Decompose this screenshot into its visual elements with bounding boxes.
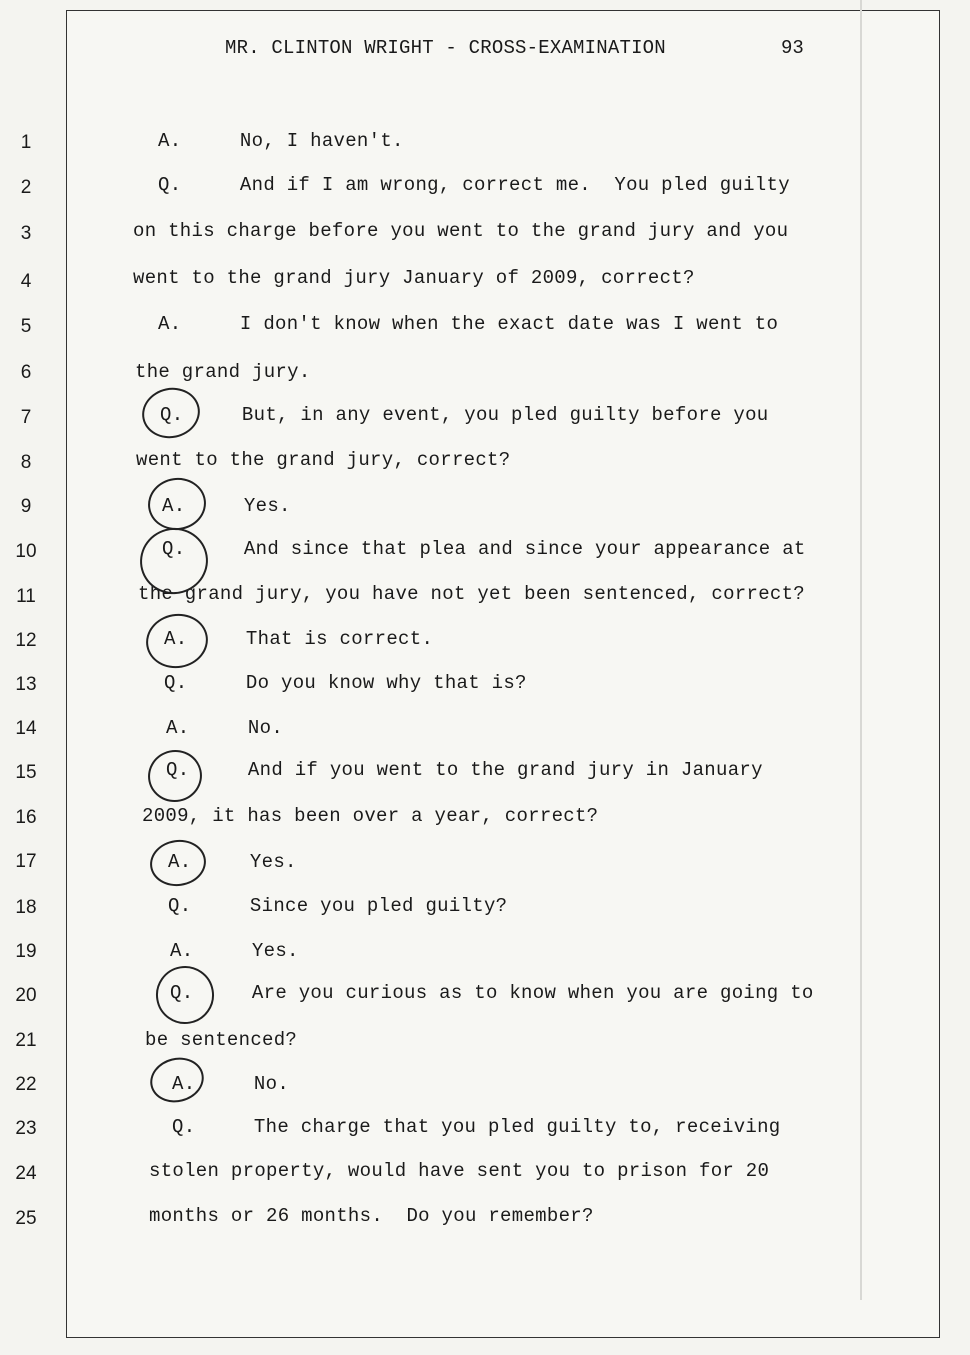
transcript-line: went to the grand jury, correct? [136,449,511,471]
line-number: 12 [15,630,37,651]
transcript-line: A. No, I haven't. [158,130,404,152]
transcript-line: Q. But, in any event, you pled guilty before you [160,404,769,426]
transcript-line: went to the grand jury January of 2009, correct? [133,267,695,289]
line-number: 11 [16,586,36,607]
transcript-line: be sentenced? [145,1029,298,1051]
transcript-line: months or 26 months. Do you remember? [149,1205,594,1227]
bleed-through-rule [860,0,862,1300]
line-number: 19 [15,941,37,962]
transcript-line: Q. The charge that you pled guilty to, receiving [172,1116,781,1138]
transcript-line: stolen property, would have sent you to prison for 20 [149,1160,770,1182]
transcript-line: A. That is correct. [164,628,434,650]
line-number: 2 [20,177,32,198]
transcript-line: Q. Do you know why that is? [164,672,527,694]
line-number: 4 [20,271,32,292]
line-number: 14 [15,718,37,739]
line-number: 16 [15,807,37,828]
line-number: 22 [15,1074,37,1095]
transcript-line: A. Yes. [162,495,291,517]
transcript-line: 2009, it has been over a year, correct? [142,805,599,827]
transcript-line: the grand jury. [135,361,311,383]
line-number: 7 [20,407,32,428]
page-number: 93 [781,37,804,59]
line-number: 1 [20,132,32,153]
line-number: 17 [15,851,37,872]
line-number: 24 [15,1163,37,1184]
transcript-line: A. No. [172,1073,290,1095]
transcript-line: Q. And if you went to the grand jury in January [166,759,763,781]
transcript-line: A. Yes. [168,851,297,873]
transcript-line: A. Yes. [170,940,299,962]
line-number: 5 [20,316,32,337]
line-number: 8 [20,452,32,473]
page-header-title: MR. CLINTON WRIGHT - CROSS-EXAMINATION [225,37,666,59]
line-number: 21 [15,1030,37,1051]
transcript-line: the grand jury, you have not yet been sentenced, correct? [138,583,806,605]
transcript-line: Q. And if I am wrong, correct me. You pled guilty [158,174,790,196]
transcript-line: A. I don't know when the exact date was I went to [158,313,779,335]
line-number: 13 [15,674,37,695]
line-number: 10 [15,541,37,562]
transcript-line: A. No. [166,717,284,739]
line-number: 9 [20,496,32,517]
line-number: 20 [15,985,37,1006]
line-number: 6 [20,362,32,383]
line-number: 18 [15,897,37,918]
transcript-line: Q. Since you pled guilty? [168,895,508,917]
transcript-line: Q. And since that plea and since your appearance at [162,538,806,560]
transcript-line: on this charge before you went to the grand jury and you [133,220,789,242]
line-number: 25 [15,1208,37,1229]
line-number: 23 [15,1118,37,1139]
line-number: 3 [20,223,32,244]
transcript-line: Q. Are you curious as to know when you are going to [170,982,814,1004]
line-number: 15 [15,762,37,783]
